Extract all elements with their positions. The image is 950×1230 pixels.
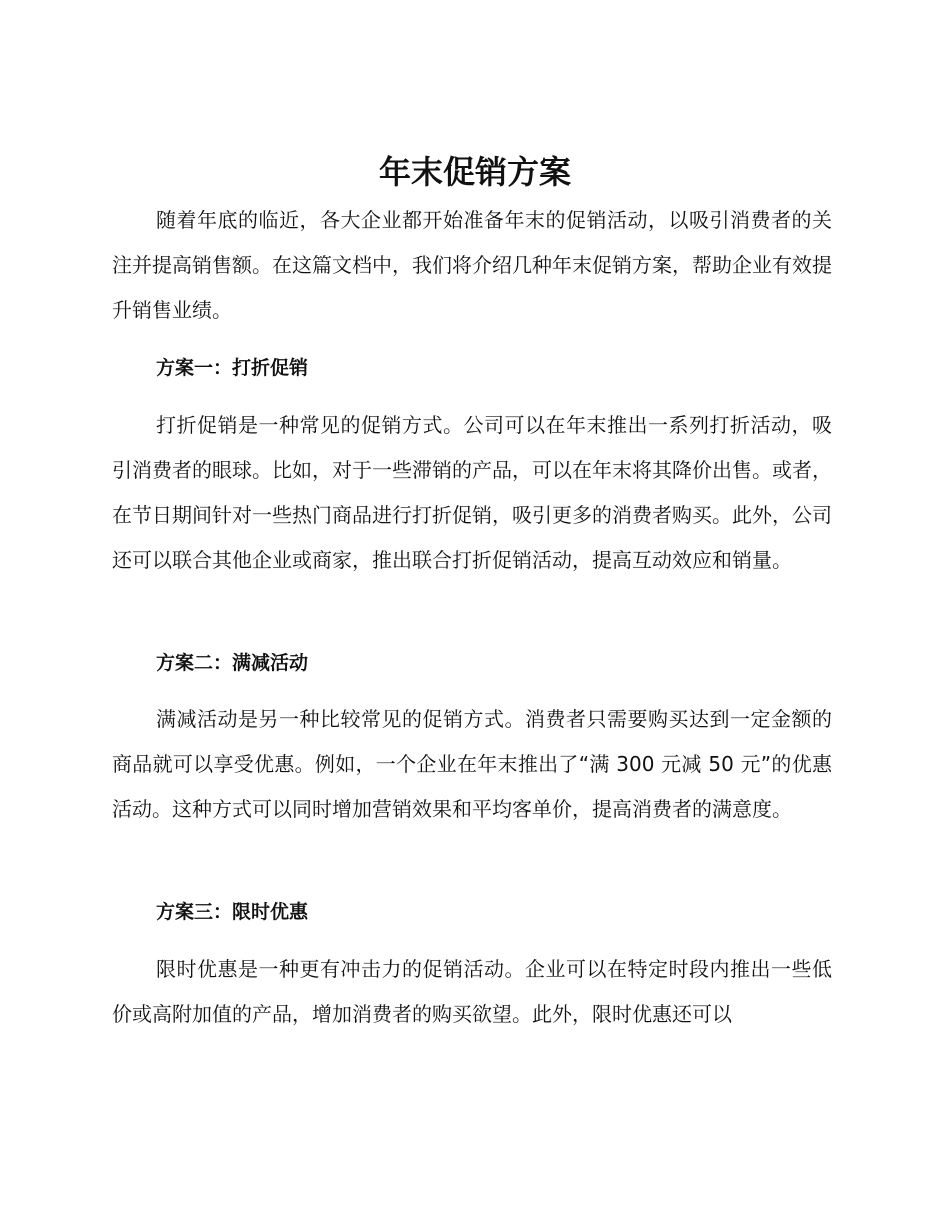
section-body-2: 满减活动是另一种比较常见的促销方式。消费者只需要购买达到一定金额的商品就可以享受优惠。例如，一个企业在年末推出了“满 300 元减 50 元”的优惠活动。这种方式可以同时增加营销效果和平均客单价，提高消费者的满意度。 xyxy=(112,707,832,821)
section-heading-3: 方案三：限时优惠 xyxy=(156,901,309,923)
intro-paragraph: 随着年底的临近，各大企业都开始准备年末的促销活动，以吸引消费者的关注并提高销售额。在这篇文档中，我们将介绍几种年末促销方案，帮助企业有效提升销售业绩。 xyxy=(112,208,832,322)
section-body-3: 限时优惠是一种更有冲击力的促销活动。企业可以在特定时段内推出一些低价或高附加值的产品，增加消费者的购买欲望。此外，限时优惠还可以 xyxy=(112,957,832,1026)
document-title: 年末促销方案 xyxy=(378,153,571,191)
section-heading-2: 方案二：满减活动 xyxy=(156,652,309,674)
section-body-1: 打折促销是一种常见的促销方式。公司可以在年末推出一系列打折活动，吸引消费者的眼球。比如，对于一些滞销的产品，可以在年末将其降价出售。或者，在节日期间针对一些热门商品进行打折促销，吸引更多的消费者购买。此外，公司还可以联合其他企业或商家，推出联合打折促销活动，提高互动效应和销量。 xyxy=(112,413,832,572)
section-heading-1: 方案一：打折促销 xyxy=(156,357,309,379)
